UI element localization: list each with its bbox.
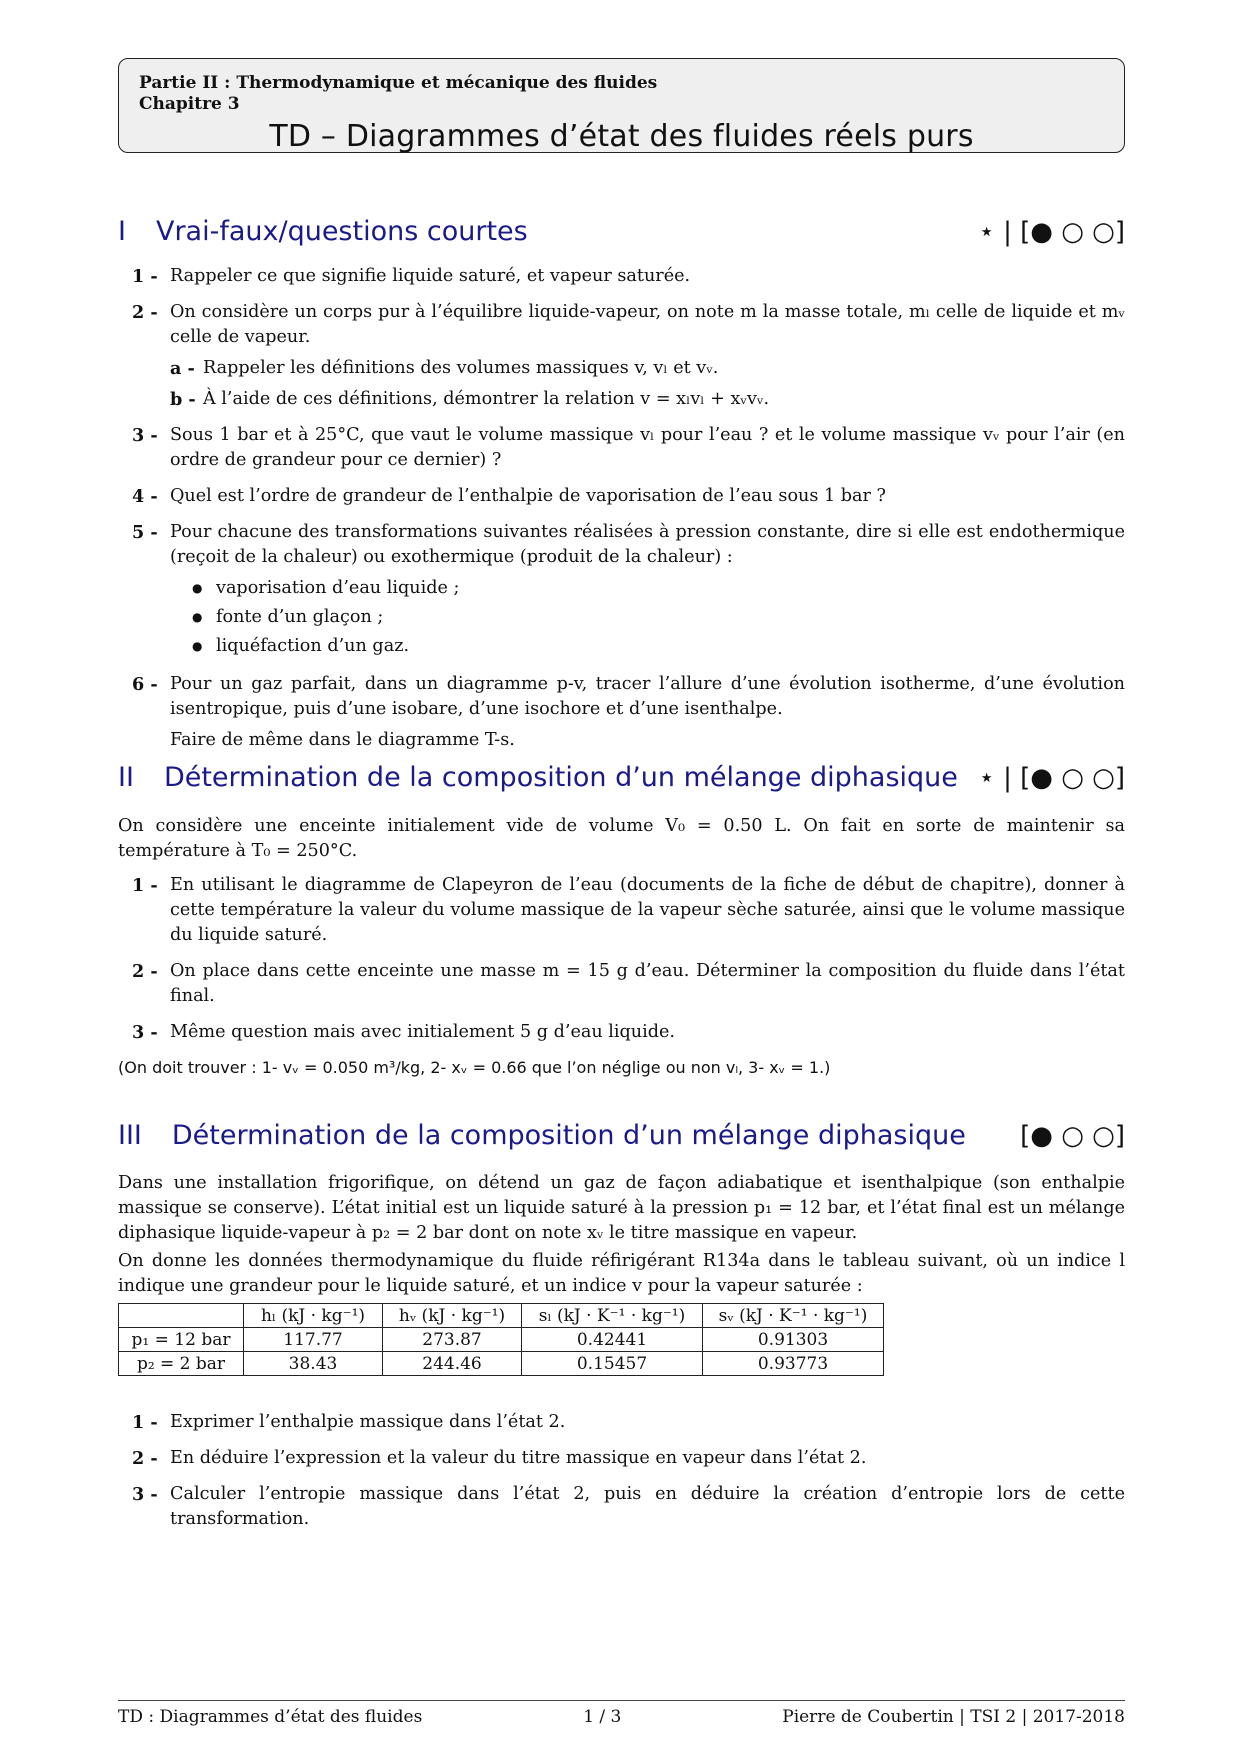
question-item xyxy=(132,1020,1125,1045)
question-item xyxy=(132,1482,1125,1532)
question-number: 2 - xyxy=(132,302,158,323)
section-3-table-intro: On donne les données thermodynamique du fluide réfirigérant R134a dans le tableau suivant, où un indice l indique une grandeur pour le liquide saturé, et un indice v pour la vapeur saturée : xyxy=(118,1251,1125,1296)
table-cell: p₁ = 12 bar xyxy=(119,1328,244,1352)
section-1-difficulty: ⋆ | [● ○ ○] xyxy=(978,217,1125,247)
page-footer xyxy=(118,1700,1125,1727)
table-cell: 0.91303 xyxy=(703,1328,884,1352)
question-text: En déduire l’expression et la valeur du titre massique en vapeur dans l’état 2. xyxy=(170,1448,867,1468)
chapter-label: Chapitre 3 xyxy=(139,94,240,114)
question-item xyxy=(132,1410,1125,1435)
sub-question-text: Rappeler les définitions des volumes massiques v, vₗ et vᵥ. xyxy=(203,358,719,378)
question-text: Sous 1 bar et à 25°C, que vaut le volume massique vₗ pour l’eau ? et le volume massique vᵥ pour l’air (en ordre de grandeur pour ce dernier) ? xyxy=(170,425,1125,470)
question-item xyxy=(132,672,1125,753)
question-extra: Faire de même dans le diagramme T-s. xyxy=(170,730,515,750)
table-cell: 244.46 xyxy=(383,1352,522,1376)
question-number: 3 - xyxy=(132,425,158,446)
table-cell: p₂ = 2 bar xyxy=(119,1352,244,1376)
section-1-number: I xyxy=(118,216,126,247)
table-row xyxy=(119,1352,884,1376)
section-2-difficulty: ⋆ | [● ○ ○] xyxy=(978,763,1125,793)
table-header-cell: sᵥ (kJ · K⁻¹ · kg⁻¹) xyxy=(703,1304,884,1328)
page xyxy=(118,58,1125,1529)
table-header-cell: hᵥ (kJ · kg⁻¹) xyxy=(383,1304,522,1328)
question-item xyxy=(132,959,1125,1009)
question-item xyxy=(132,423,1125,473)
question-text: On considère un corps pur à l’équilibre liquide-vapeur, on note m la masse totale, mₗ celle de liquide et mᵥ celle de vapeur. xyxy=(170,302,1125,347)
question-item xyxy=(132,484,1125,509)
table-header-cell xyxy=(119,1304,244,1328)
question-number: 2 - xyxy=(132,1448,158,1469)
question-number: 1 - xyxy=(132,266,158,287)
section-3-title: Détermination de la composition d’un mélange diphasique xyxy=(171,1120,966,1151)
question-item xyxy=(132,873,1125,948)
question-number: 1 - xyxy=(132,875,158,896)
question-text: Pour un gaz parfait, dans un diagramme p-v, tracer l’allure d’une évolution isotherme, d’une évolution isentropique, puis d’une isobare, d’une isochore et d’une isenthalpe. xyxy=(170,674,1125,719)
bullet-item: ● fonte d’un glaçon ; xyxy=(170,603,1125,632)
table-cell: 0.42441 xyxy=(522,1328,703,1352)
table-cell: 273.87 xyxy=(383,1328,522,1352)
table-row xyxy=(119,1328,884,1352)
table-cell: 117.77 xyxy=(244,1328,383,1352)
question-text: Calculer l’entropie massique dans l’état 2, puis en déduire la création d’entropie lors de cette transformation. xyxy=(170,1484,1125,1529)
sub-question-text: À l’aide de ces définitions, démontrer la relation v = xₗvₗ + xᵥvᵥ. xyxy=(203,389,770,409)
footer-left: TD : Diagrammes d’état des fluides xyxy=(118,1707,423,1727)
sub-question xyxy=(170,387,1125,412)
question-number: 1 - xyxy=(132,1412,158,1433)
section-3-intro: Dans une installation frigorifique, on détend un gaz de façon adiabatique et isenthalpique (son enthalpie massique se conserve). L’état initial est un liquide saturé à la pression p₁ = 12 bar, et l’état final est un mélange diphasique liquide-vapeur à p₂ = 2 bar dont on note xᵥ le titre massique en vapeur. xyxy=(118,1173,1125,1243)
bullet-list xyxy=(170,574,1125,661)
question-text: Même question mais avec initialement 5 g d’eau liquide. xyxy=(170,1022,676,1042)
question-text: On place dans cette enceinte une masse m = 15 g d’eau. Déterminer la composition du fluide dans l’état final. xyxy=(170,961,1125,1006)
table-header-cell: sₗ (kJ · K⁻¹ · kg⁻¹) xyxy=(522,1304,703,1328)
section-1-heading xyxy=(118,216,1125,247)
question-text: Pour chacune des transformations suivantes réalisées à pression constante, dire si elle est endothermique (reçoit de la chaleur) ou exothermique (produit de la chaleur) : xyxy=(170,522,1125,567)
section-2-intro: On considère une enceinte initialement vide de volume V₀ = 0.50 L. On fait en sorte de maintenir sa température à T₀ = 250°C. xyxy=(118,816,1125,861)
section-2-questions xyxy=(132,873,1125,1056)
question-text: Rappeler ce que signifie liquide saturé, et vapeur saturée. xyxy=(170,266,691,286)
section-1-title: Vrai-faux/questions courtes xyxy=(155,216,528,247)
question-number: 3 - xyxy=(132,1022,158,1043)
question-number: 3 - xyxy=(132,1484,158,1505)
table-cell: 0.15457 xyxy=(522,1352,703,1376)
section-2-answer: (On doit trouver : 1- vᵥ = 0.050 m³/kg, 2- xᵥ = 0.66 que l’on néglige ou non vₗ, 3- xᵥ = 1.) xyxy=(118,1058,831,1077)
bullet-item: ● liquéfaction d’un gaz. xyxy=(170,632,1125,661)
section-1-questions xyxy=(132,264,1125,764)
question-number: 4 - xyxy=(132,486,158,507)
question-item xyxy=(132,300,1125,412)
sub-question-letter: a - xyxy=(170,358,195,379)
section-2-title: Détermination de la composition d’un mélange diphasique xyxy=(163,762,958,793)
question-number: 6 - xyxy=(132,674,158,695)
question-text: Quel est l’ordre de grandeur de l’enthalpie de vaporisation de l’eau sous 1 bar ? xyxy=(170,486,886,506)
page-number: 1 / 3 xyxy=(583,1707,622,1727)
part-label: Partie II : Thermodynamique et mécanique des fluides xyxy=(139,73,658,93)
section-2-heading xyxy=(118,762,1125,793)
question-item xyxy=(132,264,1125,289)
table-cell: 0.93773 xyxy=(703,1352,884,1376)
header-box xyxy=(118,58,1125,153)
question-text: En utilisant le diagramme de Clapeyron de l’eau (documents de la fiche de début de chapitre), donner à cette température la valeur du volume massique de la vapeur sèche saturée, ainsi que le volume massique du liquide saturé. xyxy=(170,875,1125,945)
table-header-row xyxy=(119,1304,884,1328)
table-header-cell: hₗ (kJ · kg⁻¹) xyxy=(244,1304,383,1328)
sub-question xyxy=(170,356,1125,381)
question-item xyxy=(132,1446,1125,1471)
thermo-table xyxy=(118,1303,884,1376)
section-3-heading xyxy=(118,1120,1125,1151)
question-number: 2 - xyxy=(132,961,158,982)
bullet-item: ● vaporisation d’eau liquide ; xyxy=(170,574,1125,603)
section-3-number: III xyxy=(118,1120,142,1151)
sub-question-letter: b - xyxy=(170,389,196,410)
question-number: 5 - xyxy=(132,522,158,543)
section-3-questions xyxy=(132,1410,1125,1543)
document-title: TD – Diagrammes d’état des fluides réels purs xyxy=(269,119,974,154)
question-item xyxy=(132,520,1125,661)
section-2-number: II xyxy=(118,762,134,793)
question-text: Exprimer l’enthalpie massique dans l’état 2. xyxy=(170,1412,566,1432)
section-3-difficulty: [● ○ ○] xyxy=(1020,1121,1125,1151)
footer-right: Pierre de Coubertin | TSI 2 | 2017-2018 xyxy=(782,1707,1125,1727)
table-cell: 38.43 xyxy=(244,1352,383,1376)
